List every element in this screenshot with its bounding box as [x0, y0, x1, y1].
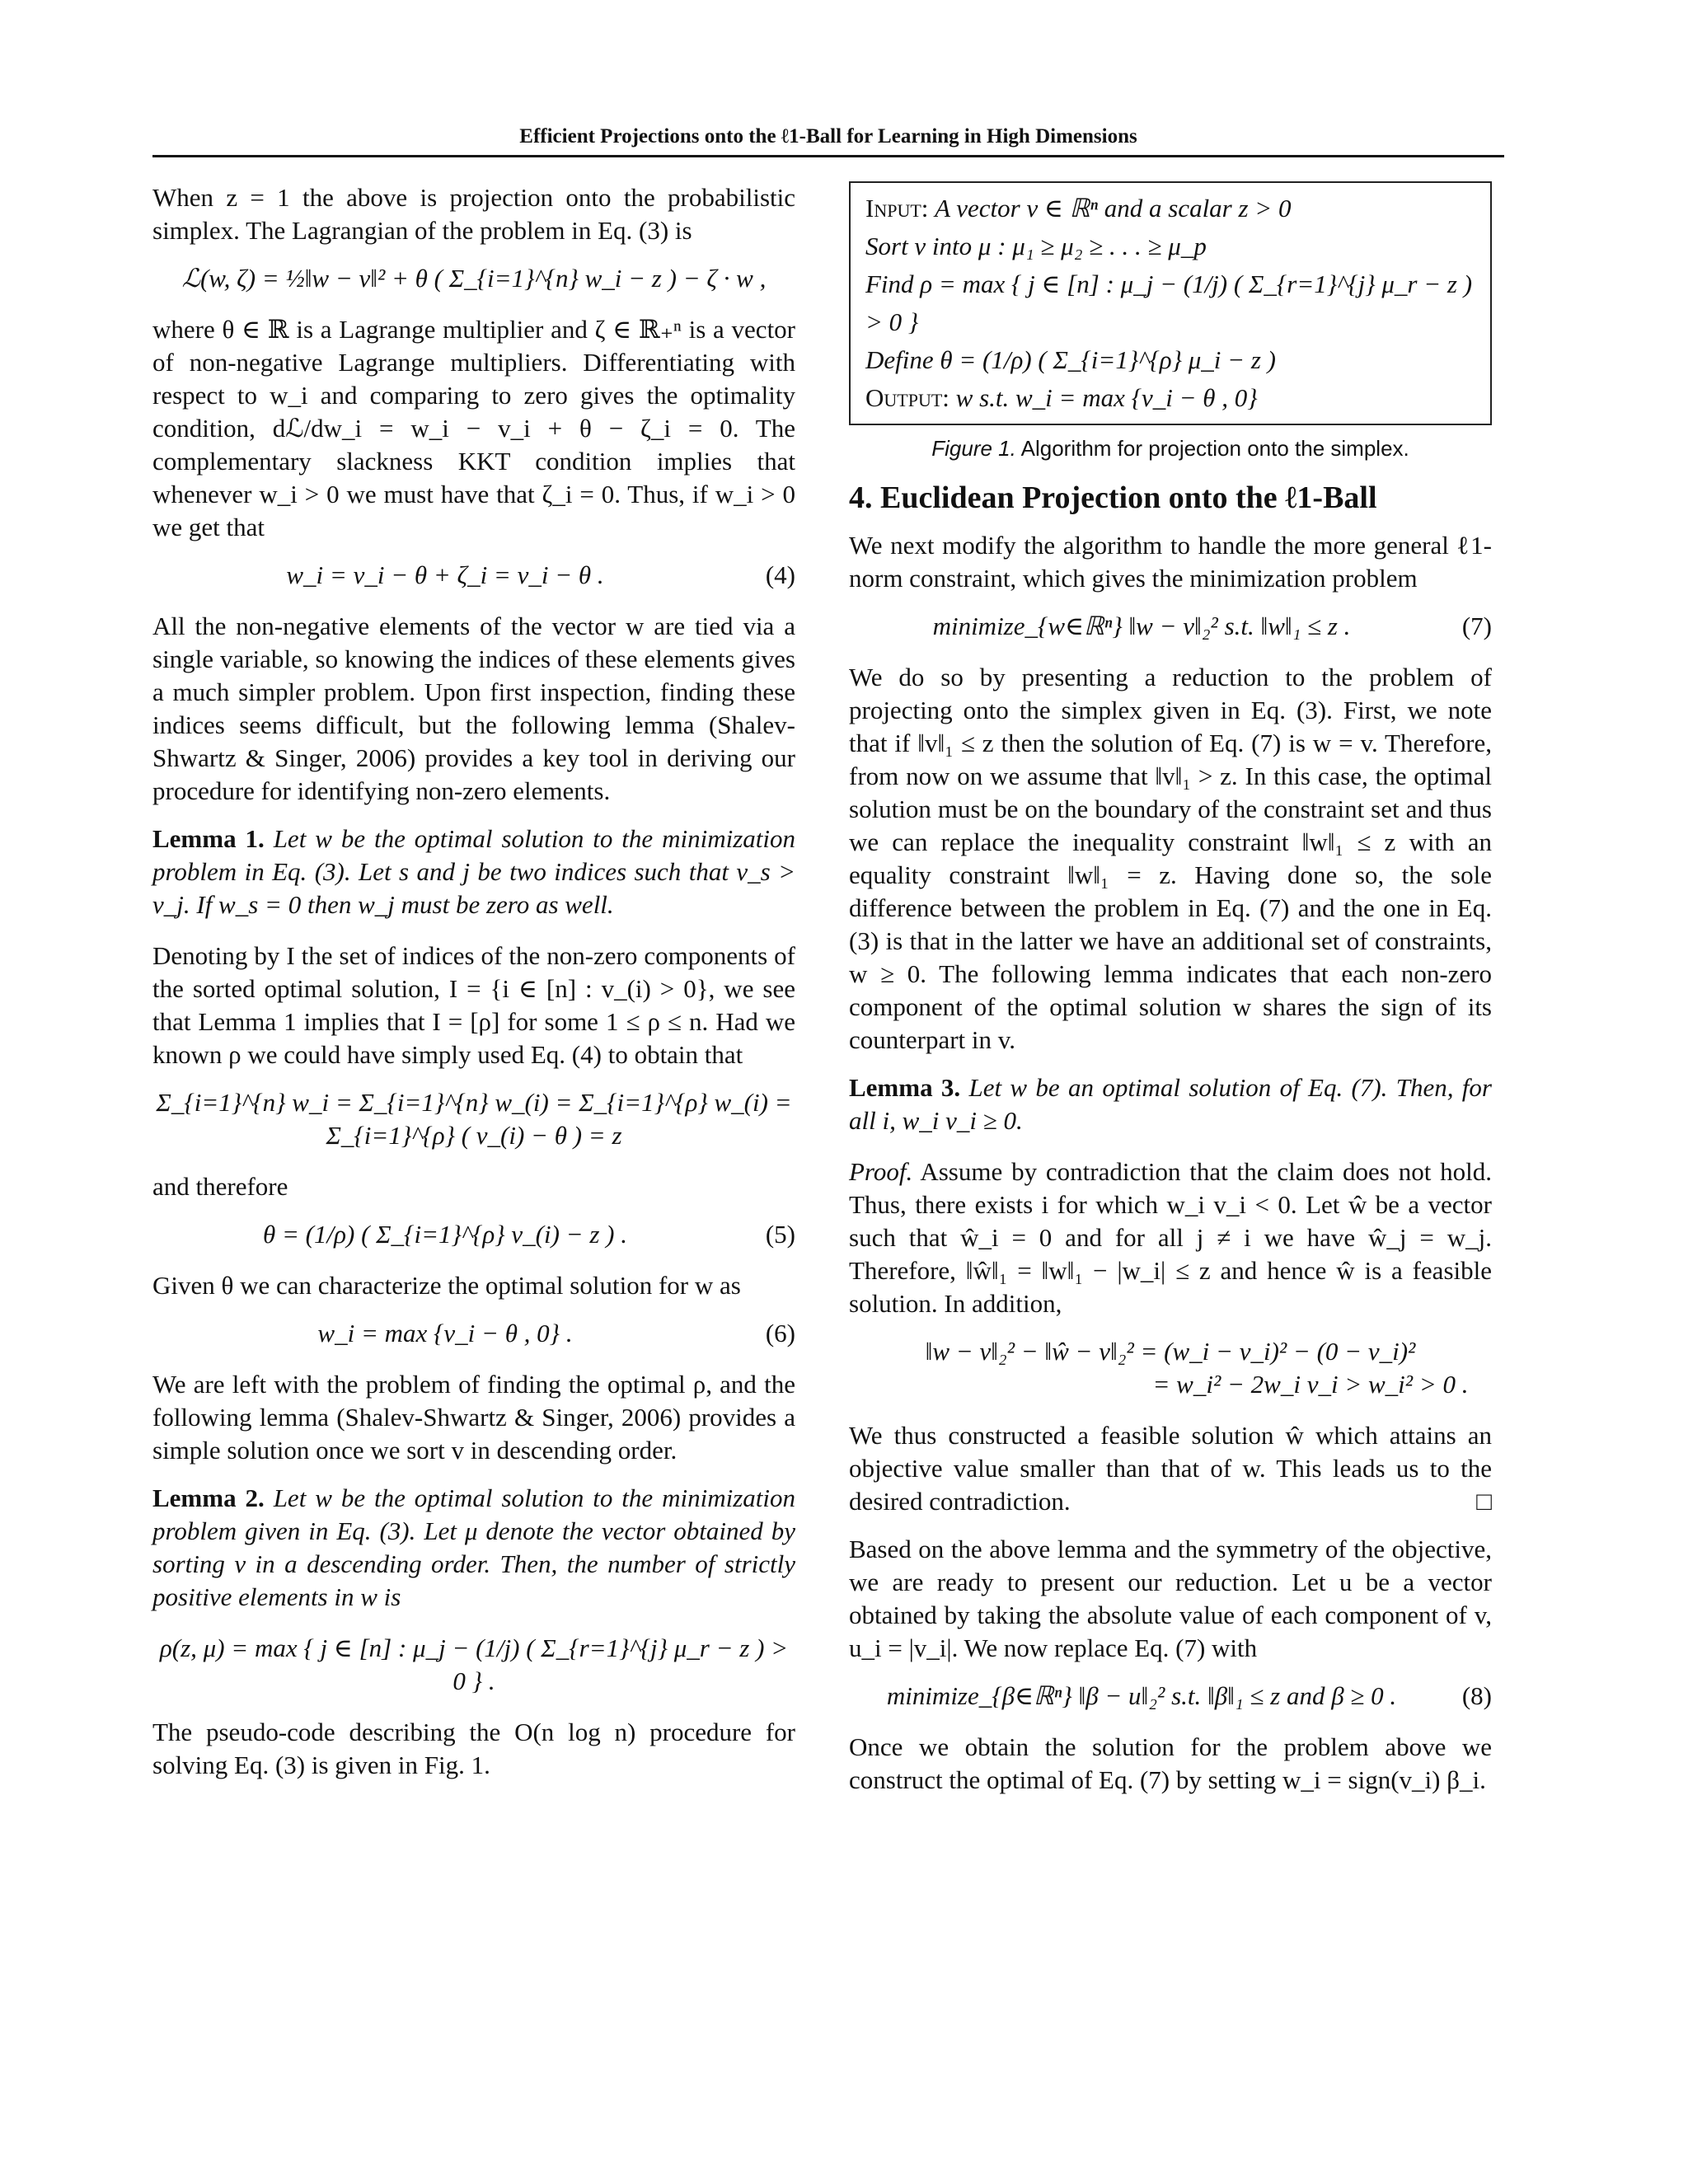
output-keyword: Output:: [865, 383, 950, 412]
right-column: [849, 181, 1492, 1811]
paragraph: All the non-negative elements of the vector w are tied via a single variable, so knowing the indices of these elements gives a much simpler problem. Upon first inspection, finding these indices seems difficult, but the following lemma (Shalev-Shwartz & Singer, 2006) provides a key tool in deriving our procedure for identifying non-zero elements.: [152, 612, 795, 805]
proof: [849, 1155, 1492, 1320]
paragraph: We do so by presenting a reduction to the problem of projecting onto the simplex given in Eq. (3). First, we note that if ‖v‖₁ ≤ z then the solution of Eq. (7) is w = v. Therefore, from now on we assume that ‖v‖₁ > z. In this case, the optimal solution must be on the boundary of the constraint set and thus we can replace the inequality constraint ‖w‖₁ ≤ z with an equality constraint ‖w‖₁ = z. Having done so, the sole difference between the problem in Eq. (7) and the one in Eq. (3) is that in the latter we have an additional set of constraints, w ≥ 0. The following lemma indicates that each non-zero component of the optimal solution w shares the sign of its counterpart in v.: [849, 663, 1492, 1054]
lemma-text: Let w be the optimal solution to the minimization problem given in Eq. (3). Let μ denote the vector obtained by sorting v in a descending order. Then, the number of strictly positive elements in w is: [152, 1483, 795, 1611]
proof-label: Proof.: [849, 1157, 913, 1186]
input-keyword: Input:: [865, 194, 929, 223]
equation-body: minimize_{β∈ℝⁿ} ‖β − u‖₂² s.t. ‖β‖₁ ≤ z and β ≥ 0 .: [886, 1681, 1397, 1710]
equation-sum: [152, 1086, 795, 1152]
paragraph: and therefore: [152, 1172, 288, 1201]
equation-4: [152, 559, 795, 592]
lemma-text: Let w be the optimal solution to the minimization problem in Eq. (3). Let s and j be two indices such that v_s > v_j. If w_s = 0 then w_j must be zero as well.: [152, 824, 795, 919]
running-header: Efficient Projections onto the ℓ1-Ball for Learning in High Dimensions: [152, 125, 1504, 157]
equation-5: [152, 1218, 795, 1251]
lemma-label: Lemma 3.: [849, 1073, 961, 1102]
equation-body: ℒ(w, ζ) = ½‖w − v‖² + θ ( Σ_{i=1}^{n} w_i − z ) − ζ · w ,: [181, 264, 767, 293]
paragraph: The pseudo-code describing the O(n log n) procedure for solving Eq. (3) is given in Fig. 1.: [152, 1718, 795, 1779]
equation-rho: [152, 1632, 795, 1698]
equation-8: [849, 1680, 1492, 1713]
figure-label: Figure 1.: [931, 436, 1016, 461]
equation-row-2: = w_i² − 2w_i v_i > w_i² > 0 .: [1152, 1370, 1469, 1399]
paragraph: Denoting by I the set of indices of the non-zero components of the sorted optimal solution, I = {i ∈ [n] : v_(i) > 0}, we see that Lemma 1 implies that I = [ρ] for some 1 ≤ ρ ≤ n. Had we known ρ we could have simply used Eq. (4) to obtain that: [152, 941, 795, 1069]
algorithm-sort: Sort v into μ : μ₁ ≥ μ₂ ≥ . . . ≥ μ_p: [865, 232, 1207, 260]
algorithm-output: [865, 379, 1475, 417]
equation-lagrangian: [152, 262, 795, 295]
equation-proof: [849, 1335, 1492, 1401]
algorithm-input: [865, 190, 1475, 227]
equation-rows: [849, 1335, 1492, 1401]
paragraph: We are left with the problem of finding the optimal ρ, and the following lemma (Shalev-Shwartz & Singer, 2006) provides a simple solution once we sort v in descending order.: [152, 1370, 795, 1465]
equation-body: θ = (1/ρ) ( Σ_{i=1}^{ρ} v_(i) − z ) .: [263, 1220, 627, 1249]
algorithm-find: Find ρ = max { j ∈ [n] : μ_j − (1/j) ( Σ_{r=1}^{j} μ_r − z ) > 0 }: [865, 269, 1473, 336]
paragraph: Based on the above lemma and the symmetry of the objective, we are ready to present our reduction. Let u be a vector obtained by taking the absolute value of each component of v, u_i = |v_i|. We now replace Eq. (7) with: [849, 1535, 1492, 1662]
equation-7: [849, 610, 1492, 643]
qed-symbol: □: [1476, 1487, 1492, 1516]
lemma-2: [152, 1482, 795, 1614]
paragraph: where θ ∈ ℝ is a Lagrange multiplier and ζ ∈ ℝ₊ⁿ is a vector of non-negative Lagrange multipliers. Differentiating with respect to w_i and comparing to zero gives the optimality condition, dℒ/dw_i = w_i − v_i + θ − ζ_i = 0. The complementary slackness KKT condition implies that whenever w_i > 0 we must have that ζ_i = 0. Thus, if w_i > 0 we get that: [152, 315, 795, 541]
paragraph-text: We thus constructed a feasible solution ŵ which attains an objective value smaller than that of w. This leads us to the desired contradiction.: [849, 1421, 1492, 1516]
output-text: w s.t. w_i = max {v_i − θ , 0}: [955, 383, 1258, 412]
paragraph: When z = 1 the above is projection onto the probabilistic simplex. The Lagrangian of the problem in Eq. (3) is: [152, 183, 795, 245]
equation-number: (7): [1461, 612, 1492, 640]
figure-caption-text: Algorithm for projection onto the simplex.: [1020, 436, 1409, 461]
equation-number: (5): [765, 1220, 795, 1249]
lemma-label: Lemma 1.: [152, 824, 265, 853]
equation-6: [152, 1317, 795, 1350]
equation-body: Σ_{i=1}^{n} w_i = Σ_{i=1}^{n} w_(i) = Σ_{i=1}^{ρ} w_(i) = Σ_{i=1}^{ρ} ( v_(i) − θ ) = z: [156, 1088, 792, 1150]
algorithm-define: Define θ = (1/ρ) ( Σ_{i=1}^{ρ} μ_i − z ): [865, 345, 1276, 374]
lemma-label: Lemma 2.: [152, 1483, 265, 1512]
paragraph: [849, 1419, 1492, 1518]
paragraph: We next modify the algorithm to handle the more general ℓ1-norm constraint, which gives the minimization problem: [849, 531, 1492, 593]
equation-body: minimize_{w∈ℝⁿ} ‖w − v‖₂² s.t. ‖w‖₁ ≤ z .: [932, 612, 1351, 640]
left-column: [152, 181, 795, 1797]
figure-caption: [849, 432, 1492, 465]
equation-row-1: ‖w − v‖₂² − ‖ŵ − v‖₂² = (w_i − v_i)² − (0 − v_i)²: [925, 1337, 1416, 1366]
equation-body: w_i = v_i − θ + ζ_i = v_i − θ .: [286, 560, 604, 589]
algorithm-box: [849, 181, 1492, 425]
input-text: A vector v ∈ ℝⁿ and a scalar z > 0: [935, 194, 1292, 223]
equation-number: (4): [765, 560, 795, 589]
equation-number: (6): [765, 1319, 795, 1347]
equation-body: ρ(z, μ) = max { j ∈ [n] : μ_j − (1/j) ( Σ_{r=1}^{j} μ_r − z ) > 0 } .: [159, 1633, 789, 1695]
proof-text: Assume by contradiction that the claim does not hold. Thus, there exists i for which w_i v_i < 0. Let ŵ be a vector such that ŵ_i = 0 and for all j ≠ i we have ŵ_j = w_j. Therefore, ‖ŵ‖₁ = ‖w‖₁ − |w_i| ≤ z and hence ŵ is a feasible solution. In addition,: [849, 1157, 1493, 1318]
paragraph: Once we obtain the solution for the problem above we construct the optimal of Eq. (7) by setting w_i = sign(v_i) β_i.: [849, 1732, 1492, 1794]
paragraph: Given θ we can characterize the optimal solution for w as: [152, 1271, 741, 1300]
lemma-text: Let w be an optimal solution of Eq. (7). Then, for all i, w_i v_i ≥ 0.: [849, 1073, 1492, 1135]
equation-body: w_i = max {v_i − θ , 0} .: [317, 1319, 573, 1347]
lemma-3: [849, 1071, 1492, 1137]
section-title: 4. Euclidean Projection onto the ℓ1-Ball: [849, 480, 1377, 515]
lemma-1: [152, 823, 795, 921]
equation-number: (8): [1461, 1681, 1492, 1710]
